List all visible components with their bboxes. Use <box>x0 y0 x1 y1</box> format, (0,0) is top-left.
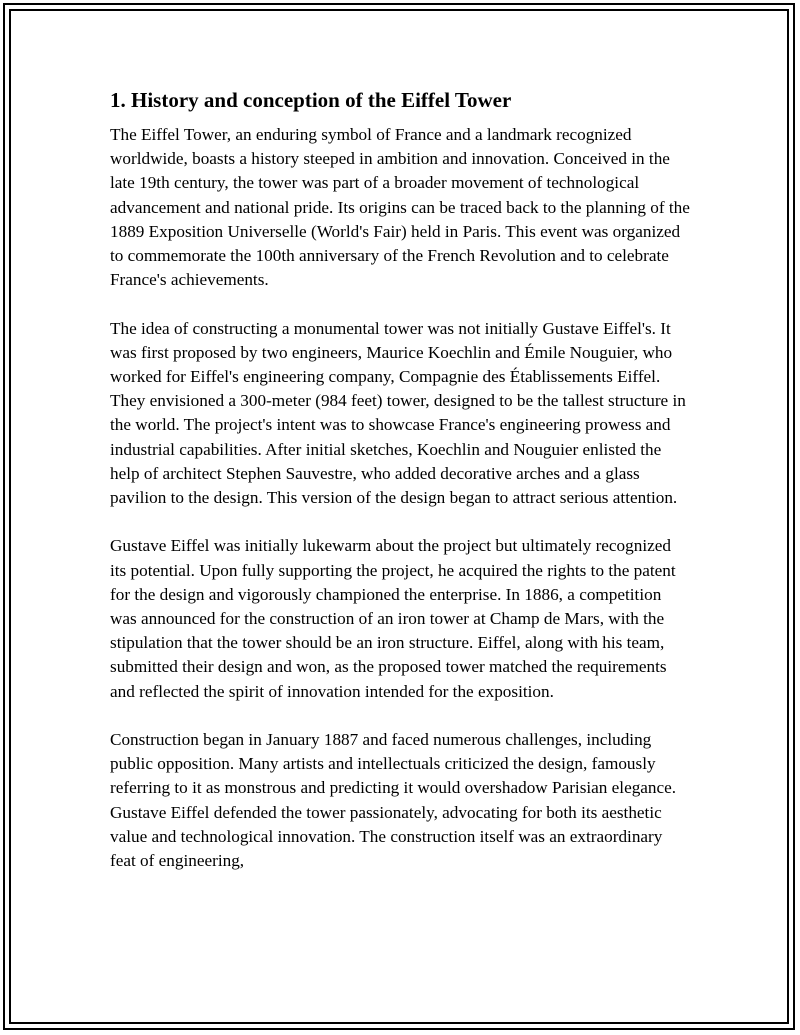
paragraph-design-idea: The idea of constructing a monumental tower was not initially Gustave Eiffel's. It was first proposed by two engineers, Maurice Koechlin and Émile Nouguier, who worked for Eiffel's engineering company, Compagnie des Établissements Eiffel. They envisioned a 300-meter (984 feet) tower, designed to be the tallest structure in the world. The project's intent was to showcase France's engineering prowess and industrial capabilities. After initial sketches, Koechlin and Nouguier enlisted the help of architect Stephen Sauvestre, who added decorative arches and a glass pavilion to the design. This version of the design began to attract serious attention. <box>110 318 686 508</box>
paragraph-construction: Construction began in January 1887 and faced numerous challenges, including public opposition. Many artists and intellectuals criticized the design, famously referring to it as monstrous and predicting it would overshadow Parisian elegance. Gustave Eiffel defended the tower passionately, advocating for both its aesthetic value and technological innovation. The construction itself was an extraordinary feat of engineering, <box>110 730 677 871</box>
paragraph-eiffel-support: Gustave Eiffel was initially lukewarm about the project but ultimately recognized its potential. Upon fully supporting the project, he acquired the rights to the patent for the design and vigorously championed the enterprise. In 1886, a competition was announced for the construction of an iron tower at Champ de Mars, with the stipulation that the tower should be an iron structure. Eiffel, along with his team, submitted their design and won, as the proposed tower matched the requirements and reflected the spirit of innovation intended for the exposition. <box>110 536 676 701</box>
document-body <box>110 87 690 897</box>
section-heading: 1. History and conception of the Eiffel Tower <box>110 88 512 112</box>
paragraph-origins: The Eiffel Tower, an enduring symbol of France and a landmark recognized worldwide, boasts a history steeped in ambition and innovation. Conceived in the late 19th century, the tower was part of a broader movement of technological advancement and national pride. Its origins can be traced back to the planning of the 1889 Exposition Universelle (World's Fair) held in Paris. This event was organized to commemorate the 100th anniversary of the French Revolution and to celebrate France's achievements. <box>110 125 690 290</box>
